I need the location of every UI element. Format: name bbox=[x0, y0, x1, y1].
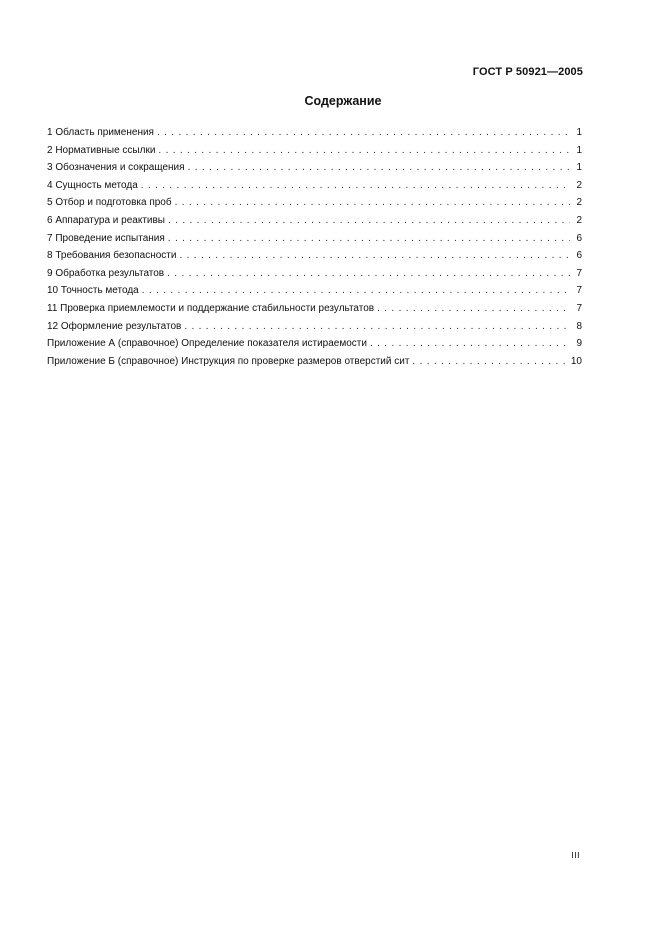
toc-entry-appendix-a[interactable] bbox=[47, 335, 582, 353]
toc-entry-label: Приложение Б (справочное) Инструкция по проверке размеров отверстий сит bbox=[47, 355, 410, 367]
toc-entry-page: 7 bbox=[576, 302, 582, 314]
toc-entry-label: 12 Оформление результатов bbox=[47, 320, 182, 332]
toc-leader-dots bbox=[168, 212, 570, 230]
toc-entry-label: 9 Обработка результатов bbox=[47, 267, 165, 279]
toc-entry-label: 2 Нормативные ссылки bbox=[47, 144, 156, 156]
toc-leader-dots bbox=[167, 265, 570, 283]
toc-leader-dots bbox=[184, 318, 570, 336]
toc-entry-label: 11 Проверка приемлемости и поддержание стабильности результатов bbox=[47, 302, 375, 314]
toc-entry-label: 5 Отбор и подготовка проб bbox=[47, 197, 172, 209]
toc-leader-dots bbox=[168, 230, 570, 248]
toc-entry-page: 1 bbox=[576, 144, 582, 156]
toc-leader-dots bbox=[377, 300, 570, 318]
toc-entry-page: 1 bbox=[576, 162, 582, 174]
toc-entry-acceptability-check[interactable] bbox=[47, 300, 582, 318]
toc-entry-results-report[interactable] bbox=[47, 318, 582, 336]
toc-entry-page: 7 bbox=[576, 285, 582, 297]
document-code: ГОСТ Р 50921—2005 bbox=[472, 66, 583, 78]
toc-entry-page: 9 bbox=[576, 338, 582, 350]
toc-entry-safety[interactable] bbox=[47, 247, 582, 265]
toc-entry-page: 6 bbox=[576, 250, 582, 262]
toc-entry-apparatus[interactable] bbox=[47, 212, 582, 230]
toc-entry-abbreviations[interactable] bbox=[47, 159, 582, 177]
toc-leader-dots bbox=[142, 282, 570, 300]
toc-entry-testing[interactable] bbox=[47, 230, 582, 248]
toc-leader-dots bbox=[179, 247, 570, 265]
toc-entry-page: 2 bbox=[576, 179, 582, 191]
toc-entry-label: 4 Сущность метода bbox=[47, 179, 138, 191]
toc-entry-page: 10 bbox=[570, 355, 582, 367]
toc-leader-dots bbox=[158, 142, 570, 160]
table-of-contents bbox=[47, 124, 582, 370]
toc-entry-page: 2 bbox=[576, 197, 582, 209]
toc-leader-dots bbox=[370, 335, 570, 353]
toc-leader-dots bbox=[141, 177, 570, 195]
toc-leader-dots bbox=[412, 353, 566, 371]
toc-entry-page: 1 bbox=[576, 127, 582, 138]
toc-entry-sampling[interactable] bbox=[47, 194, 582, 212]
toc-entry-label: 3 Обозначения и сокращения bbox=[47, 162, 185, 174]
page-number: III bbox=[571, 850, 580, 860]
toc-entry-method-accuracy[interactable] bbox=[47, 282, 582, 300]
toc-entry-method-essence[interactable] bbox=[47, 177, 582, 195]
toc-title: Содержание bbox=[304, 94, 382, 108]
toc-entry-results-processing[interactable] bbox=[47, 265, 582, 283]
toc-entry-page: 2 bbox=[576, 214, 582, 226]
toc-entry-scope[interactable] bbox=[47, 124, 582, 142]
toc-entry-page: 7 bbox=[576, 267, 582, 279]
toc-entry-label: 10 Точность метода bbox=[47, 285, 139, 297]
toc-entry-label: 1 Область применения bbox=[47, 127, 154, 138]
toc-leader-dots bbox=[188, 159, 570, 177]
toc-entry-label: 8 Требования безопасности bbox=[47, 250, 177, 262]
toc-entry-page: 6 bbox=[576, 232, 582, 244]
toc-entry-label: 6 Аппаратура и реактивы bbox=[47, 214, 165, 226]
toc-entry-page: 8 bbox=[576, 320, 582, 332]
toc-entry-appendix-b[interactable] bbox=[47, 353, 582, 371]
toc-entry-normative-references[interactable] bbox=[47, 142, 582, 160]
toc-leader-dots bbox=[157, 124, 570, 142]
toc-entry-label: Приложение А (справочное) Определение показателя истираемости bbox=[47, 338, 367, 350]
toc-entry-label: 7 Проведение испытания bbox=[47, 232, 165, 244]
toc-leader-dots bbox=[175, 194, 570, 212]
